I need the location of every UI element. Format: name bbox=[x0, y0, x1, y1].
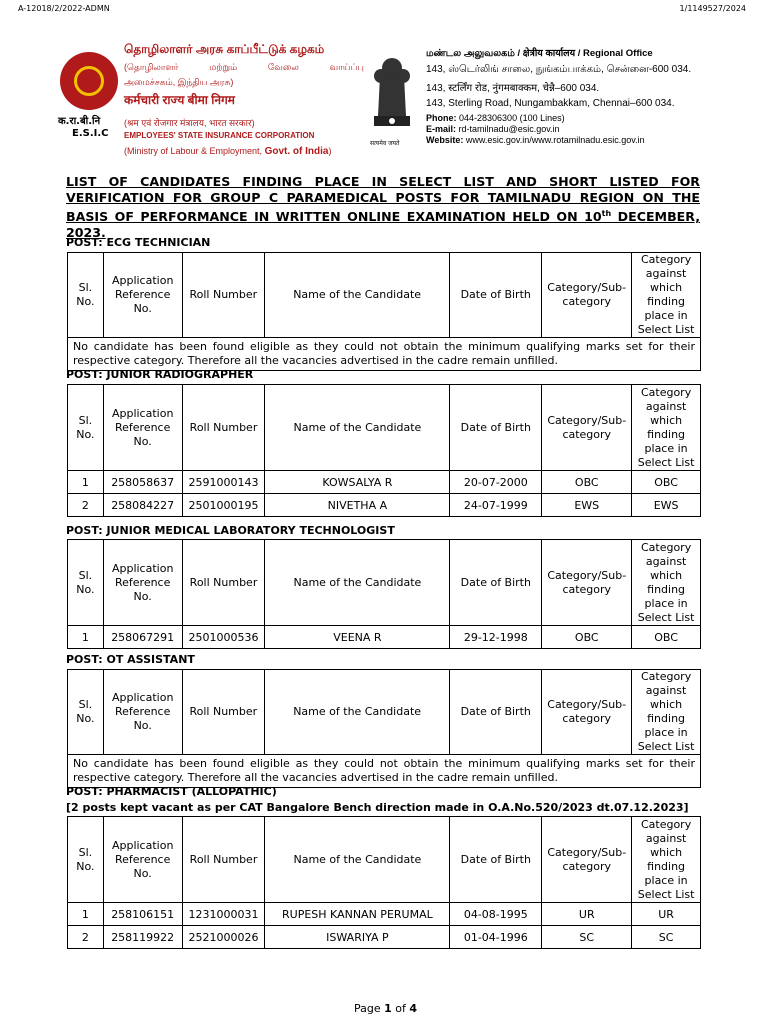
cell-category: OBC bbox=[542, 626, 632, 649]
cell-candidate-name: NIVETHA A bbox=[265, 494, 450, 517]
no-candidate-message: No candidate has been found eligible as they could not obtain the minimum qualifying marks set for their respective category. Therefore all the vacancies advertised in the cadre remain unfilled. bbox=[68, 755, 701, 788]
org-ministry-hindi: (श्रम एवं रोजगार मंत्रालय, भारत सरकार) bbox=[124, 118, 255, 128]
cell-sl: 2 bbox=[68, 926, 104, 949]
post-title-pharmacist: POST: PHARMACIST (ALLOPATHIC) bbox=[66, 785, 277, 798]
col-category: Category/Sub-category bbox=[542, 670, 632, 755]
col-category-select-list: Category against which finding place in Select List bbox=[632, 817, 701, 903]
org-name-hindi: कर्मचारी राज्य बीमा निगम bbox=[124, 93, 235, 107]
cell-category-select-list: OBC bbox=[632, 626, 701, 649]
col-category-select-list: Category against which finding place in Select List bbox=[632, 670, 701, 755]
org-govt-of-india: Govt. of India bbox=[264, 146, 329, 157]
col-candidate-name: Name of the Candidate bbox=[265, 817, 450, 903]
email-value: rd-tamilnadu@esic.gov.in bbox=[458, 124, 560, 134]
col-category: Category/Sub-category bbox=[542, 385, 632, 471]
office-address-english: 143, Sterling Road, Nungambakkam, Chennai–600 034. bbox=[426, 98, 675, 109]
office-website bbox=[426, 135, 746, 145]
org-ministry-english bbox=[124, 146, 364, 157]
col-roll-number: Roll Number bbox=[182, 540, 265, 626]
esic-abbr-english: E.S.I.C bbox=[72, 128, 109, 139]
esic-logo bbox=[60, 52, 118, 110]
cell-roll-number: 2501000195 bbox=[182, 494, 265, 517]
col-application-ref: Application Reference No. bbox=[103, 385, 182, 471]
cell-category: EWS bbox=[542, 494, 632, 517]
org-ministry-tamil-word: வாய்ப்பு bbox=[329, 62, 364, 72]
org-ministry-tamil bbox=[124, 62, 364, 74]
cell-date-of-birth: 20-07-2000 bbox=[450, 471, 542, 494]
table-ot-assistant bbox=[67, 669, 701, 788]
col-application-ref: Application Reference No. bbox=[103, 540, 182, 626]
org-ministry-tamil-word: (தொழிலாளர் bbox=[124, 62, 179, 72]
cell-application-ref: 258067291 bbox=[103, 626, 182, 649]
col-category-select-list: Category against which finding place in Select List bbox=[632, 385, 701, 471]
emblem-caption: सत्यमेव जयते bbox=[370, 140, 400, 147]
cell-sl: 1 bbox=[68, 903, 104, 926]
table-row bbox=[68, 471, 701, 494]
cell-category: SC bbox=[542, 926, 632, 949]
office-phone bbox=[426, 113, 746, 123]
heading-text: LIST OF CANDIDATES FINDING PLACE IN SELECT LIST AND SHORT LISTED FOR VERIFICATION FOR GROUP C PARAMEDICAL POSTS FOR TAMILNADU REGION ON THE BASIS OF PERFORMANCE IN WRITTEN ONLINE EXAMINATION HELD ON 10 bbox=[66, 174, 700, 225]
table-pharmacist bbox=[67, 816, 701, 949]
org-name-tamil: தொழிலாளர் அரசு காப்பீட்டுக் கழகம் bbox=[124, 42, 325, 56]
cell-roll-number: 2521000026 bbox=[182, 926, 265, 949]
table-row bbox=[68, 494, 701, 517]
office-title: மண்டல அலுவலகம் / क्षेत्रीय कार्यालय / Regional Office bbox=[426, 48, 653, 59]
cell-category: UR bbox=[542, 903, 632, 926]
cell-category-select-list: OBC bbox=[632, 471, 701, 494]
cell-roll-number: 1231000031 bbox=[182, 903, 265, 926]
page-number bbox=[354, 1002, 417, 1015]
col-date-of-birth: Date of Birth bbox=[450, 253, 542, 338]
office-address-hindi: 143, स्टर्लिंग रोड, नुंगमबाक्कम, चेन्नै–600 034. bbox=[426, 83, 600, 94]
table-row bbox=[68, 626, 701, 649]
website-value: www.esic.gov.in/www.rotamilnadu.esic.gov.in bbox=[465, 135, 645, 145]
cell-candidate-name: ISWARIYA P bbox=[265, 926, 450, 949]
col-sl: Sl. No. bbox=[68, 540, 104, 626]
cell-date-of-birth: 04-08-1995 bbox=[450, 903, 542, 926]
org-ministry-tamil-word: வேலை bbox=[267, 62, 299, 72]
file-reference: A-12018/2/2022-ADMN bbox=[18, 4, 110, 13]
esic-abbr-hindi: क.रा.बी.नि bbox=[58, 116, 101, 127]
regional-office-block bbox=[426, 46, 746, 146]
no-candidate-message: No candidate has been found eligible as they could not obtain the minimum qualifying marks set for their respective category. Therefore all the vacancies advertised in the cadre remain unfilled. bbox=[68, 338, 701, 371]
col-application-ref: Application Reference No. bbox=[103, 817, 182, 903]
col-roll-number: Roll Number bbox=[182, 385, 265, 471]
table-ecg-technician bbox=[67, 252, 701, 371]
document-number: 1/1149527/2024 bbox=[679, 4, 746, 13]
col-application-ref: Application Reference No. bbox=[103, 670, 182, 755]
cell-application-ref: 258058637 bbox=[103, 471, 182, 494]
cell-date-of-birth: 24-07-1999 bbox=[450, 494, 542, 517]
org-ministry-english-close: ) bbox=[328, 146, 332, 156]
cell-date-of-birth: 29-12-1998 bbox=[450, 626, 542, 649]
office-address-tamil: 143, ஸ்டெர்லிங் சாலை, நுங்கம்பாக்கம், சென்னை-600 034. bbox=[426, 64, 692, 75]
org-name-english: EMPLOYEES' STATE INSURANCE CORPORATION bbox=[124, 131, 315, 140]
col-sl: Sl. No. bbox=[68, 253, 104, 338]
phone-label: Phone: bbox=[426, 113, 457, 123]
office-email bbox=[426, 124, 746, 134]
cell-category: OBC bbox=[542, 471, 632, 494]
col-candidate-name: Name of the Candidate bbox=[265, 670, 450, 755]
table-lab-technologist bbox=[67, 539, 701, 649]
organisation-name-block bbox=[124, 42, 364, 157]
col-category-select-list: Category against which finding place in Select List bbox=[632, 540, 701, 626]
heading-text-end: DECEMBER, 2023. bbox=[66, 209, 700, 241]
col-roll-number: Roll Number bbox=[182, 670, 264, 755]
col-date-of-birth: Date of Birth bbox=[450, 817, 542, 903]
post-title-lab-technologist: POST: JUNIOR MEDICAL LABORATORY TECHNOLOGIST bbox=[66, 524, 395, 537]
table-row bbox=[68, 903, 701, 926]
website-label: Website: bbox=[426, 135, 464, 145]
page-mid: of bbox=[391, 1002, 410, 1015]
org-ministry-tamil-2: அமைச்சகம், இந்திய அரசு) bbox=[124, 77, 234, 87]
cell-date-of-birth: 01-04-1996 bbox=[450, 926, 542, 949]
table-header-row bbox=[68, 817, 701, 903]
table-header-row bbox=[68, 670, 701, 755]
col-category: Category/Sub-category bbox=[542, 540, 632, 626]
cell-category-select-list: EWS bbox=[632, 494, 701, 517]
org-ministry-tamil-word: மற்றும் bbox=[209, 62, 238, 72]
cell-roll-number: 2591000143 bbox=[182, 471, 265, 494]
cell-application-ref: 258084227 bbox=[103, 494, 182, 517]
col-candidate-name: Name of the Candidate bbox=[265, 253, 450, 338]
post-title-ecg: POST: ECG TECHNICIAN bbox=[66, 236, 211, 249]
col-roll-number: Roll Number bbox=[182, 253, 264, 338]
table-row bbox=[68, 338, 701, 371]
col-candidate-name: Name of the Candidate bbox=[265, 385, 450, 471]
post-title-radiographer: POST: JUNIOR RADIOGRAPHER bbox=[66, 368, 254, 381]
col-date-of-birth: Date of Birth bbox=[450, 670, 542, 755]
email-label: E-mail: bbox=[426, 124, 457, 134]
table-row bbox=[68, 926, 701, 949]
cell-application-ref: 258119922 bbox=[103, 926, 182, 949]
post-title-ot-assistant: POST: OT ASSISTANT bbox=[66, 653, 195, 666]
col-application-ref: Application Reference No. bbox=[103, 253, 182, 338]
col-sl: Sl. No. bbox=[68, 817, 104, 903]
cell-candidate-name: VEENA R bbox=[265, 626, 450, 649]
cell-sl: 1 bbox=[68, 471, 104, 494]
col-sl: Sl. No. bbox=[68, 385, 104, 471]
col-category-select-list: Category against which finding place in Select List bbox=[632, 253, 701, 338]
col-date-of-birth: Date of Birth bbox=[450, 385, 542, 471]
cell-category-select-list: UR bbox=[632, 903, 701, 926]
org-ministry-english-text: (Ministry of Labour & Employment, bbox=[124, 146, 265, 156]
col-roll-number: Roll Number bbox=[182, 817, 265, 903]
page-current: 1 bbox=[384, 1002, 392, 1015]
cell-candidate-name: KOWSALYA R bbox=[265, 471, 450, 494]
pharmacist-vacancy-note: [2 posts kept vacant as per CAT Bangalore Bench direction made in O.A.No.520/2023 dt.07.12.2023] bbox=[66, 801, 689, 814]
national-emblem-icon bbox=[366, 46, 418, 138]
cell-sl: 2 bbox=[68, 494, 104, 517]
col-category: Category/Sub-category bbox=[542, 817, 632, 903]
table-row bbox=[68, 755, 701, 788]
table-header-row bbox=[68, 385, 701, 471]
cell-sl: 1 bbox=[68, 626, 104, 649]
page-total: 4 bbox=[409, 1002, 418, 1015]
table-junior-radiographer bbox=[67, 384, 701, 517]
col-category: Category/Sub-category bbox=[542, 253, 632, 338]
col-date-of-birth: Date of Birth bbox=[450, 540, 542, 626]
page-prefix: Page bbox=[354, 1002, 385, 1015]
cell-category-select-list: SC bbox=[632, 926, 701, 949]
phone-value: 044-28306300 (100 Lines) bbox=[459, 113, 565, 123]
document-heading bbox=[66, 174, 700, 241]
col-candidate-name: Name of the Candidate bbox=[265, 540, 450, 626]
cell-application-ref: 258106151 bbox=[103, 903, 182, 926]
table-header-row bbox=[68, 253, 701, 338]
cell-roll-number: 2501000536 bbox=[182, 626, 265, 649]
table-header-row bbox=[68, 540, 701, 626]
cell-candidate-name: RUPESH KANNAN PERUMAL bbox=[265, 903, 450, 926]
col-sl: Sl. No. bbox=[68, 670, 104, 755]
heading-sup: th bbox=[601, 209, 612, 218]
